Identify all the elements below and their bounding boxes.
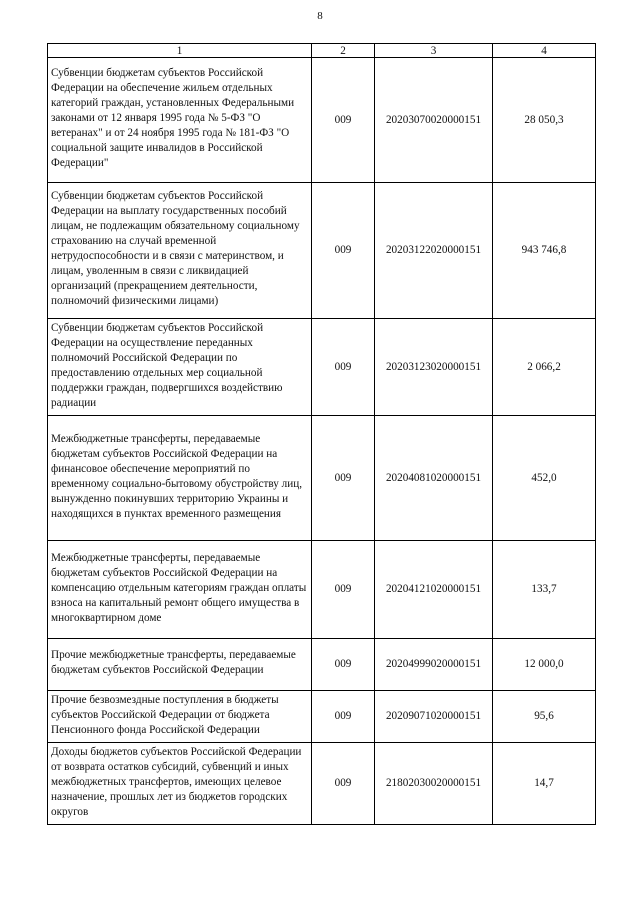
table-row [48,743,596,825]
row-amount: 95,6 [493,691,596,743]
table-row [48,691,596,743]
column-header-3: 3 [375,44,493,58]
row-budget-classification-code: 20203123020000151 [375,319,493,416]
row-description: Прочие межбюджетные трансферты, передаваемые бюджетам субъектов Российской Федерации [48,639,312,691]
row-admin-code: 009 [312,319,375,416]
row-description: Межбюджетные трансферты, передаваемые бюджетам субъектов Российской Федерации на компенсацию отдельным категориям граждан оплаты взноса на капитальный ремонт общего имущества в многоквартирном доме [48,541,312,639]
row-description: Субвенции бюджетам субъектов Российской Федерации на обеспечение жильем отдельных категорий граждан, установленных Федеральными законами от 12 января 1995 года № 5-ФЗ "О ветеранах" и от 24 ноября 1995 года № 181-ФЗ "О социальной защите инвалидов в Российской Федерации" [48,58,312,183]
row-description: Доходы бюджетов субъектов Российской Федерации от возврата остатков субсидий, субвенций и иных межбюджетных трансфертов, имеющих целевое назначение, прошлых лет из бюджетов городских округов [48,743,312,825]
budget-revenue-table [47,43,596,825]
row-admin-code: 009 [312,639,375,691]
row-amount: 28 050,3 [493,58,596,183]
row-amount: 2 066,2 [493,319,596,416]
row-description: Межбюджетные трансферты, передаваемые бюджетам субъектов Российской Федерации на финансовое обеспечение мероприятий по временному социально-бытовому обустройству лиц, вынужденно покинувших территорию Украины и находящихся в пунктах временного размещения [48,416,312,541]
row-admin-code: 009 [312,58,375,183]
table-row [48,58,596,183]
table-row [48,416,596,541]
row-amount: 14,7 [493,743,596,825]
row-budget-classification-code: 20204121020000151 [375,541,493,639]
row-admin-code: 009 [312,416,375,541]
row-description: Прочие безвозмездные поступления в бюджеты субъектов Российской Федерации от бюджета Пенсионного фонда Российской Федерации [48,691,312,743]
row-amount: 452,0 [493,416,596,541]
row-budget-classification-code: 20209071020000151 [375,691,493,743]
page-number: 8 [317,10,323,22]
row-budget-classification-code: 21802030020000151 [375,743,493,825]
table-row [48,319,596,416]
row-admin-code: 009 [312,691,375,743]
row-description: Субвенции бюджетам субъектов Российской Федерации на выплату государственных пособий лицам, не подлежащим обязательному социальному страхованию на случай временной нетрудоспособности и в связи с материнством, и лицам, уволенным в связи с ликвидацией организаций (прекращением деятельности, полномочий физическими лицами) [48,183,312,319]
table-row [48,183,596,319]
row-budget-classification-code: 20203122020000151 [375,183,493,319]
row-amount: 133,7 [493,541,596,639]
row-admin-code: 009 [312,183,375,319]
row-admin-code: 009 [312,541,375,639]
table-row [48,639,596,691]
header-row [48,44,596,58]
row-description: Субвенции бюджетам субъектов Российской Федерации на осуществление переданных полномочий Российской Федерации по предоставлению отдельных мер социальной поддержки граждан, подвергшихся воздействию радиации [48,319,312,416]
table-row [48,541,596,639]
row-amount: 12 000,0 [493,639,596,691]
row-budget-classification-code: 20203070020000151 [375,58,493,183]
row-admin-code: 009 [312,743,375,825]
column-header-2: 2 [312,44,375,58]
column-header-1: 1 [48,44,312,58]
row-budget-classification-code: 20204081020000151 [375,416,493,541]
row-amount: 943 746,8 [493,183,596,319]
row-budget-classification-code: 20204999020000151 [375,639,493,691]
column-header-4: 4 [493,44,596,58]
